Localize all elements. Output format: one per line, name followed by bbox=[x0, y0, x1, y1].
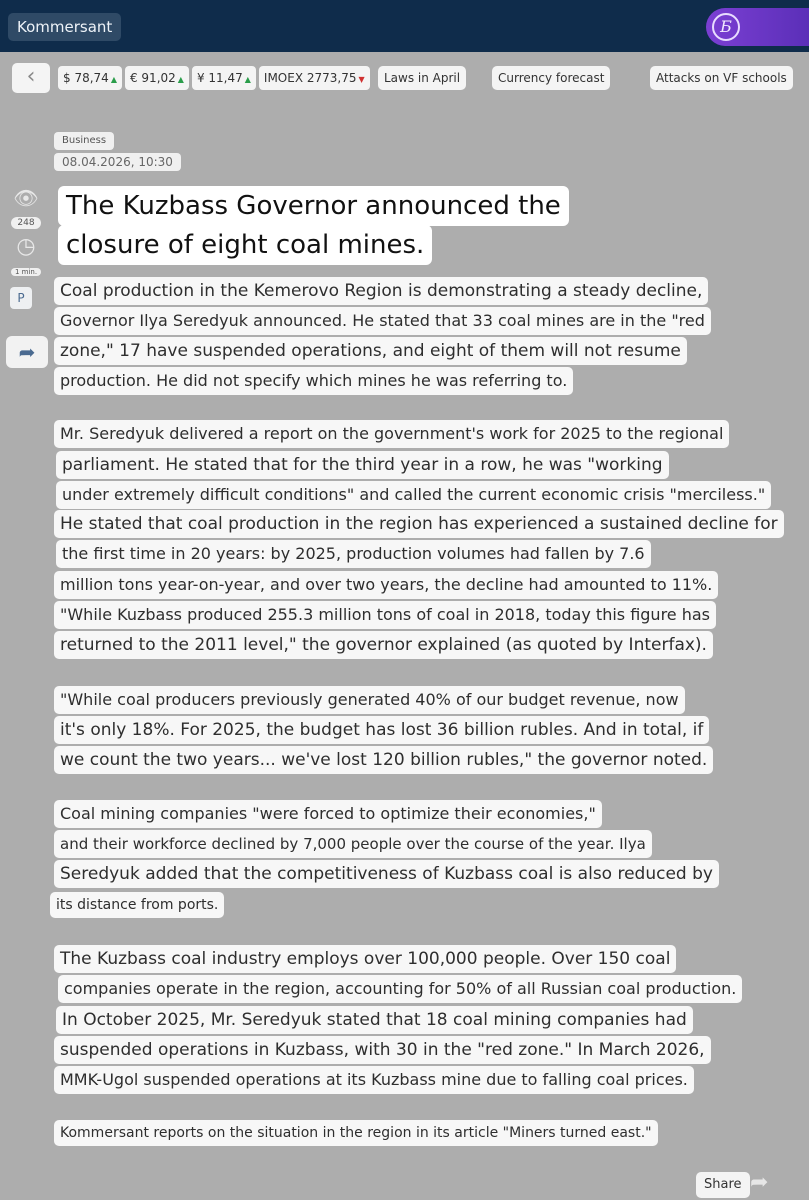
quick-link-attacks[interactable]: Attacks on VF schools bbox=[650, 66, 793, 90]
top-bar bbox=[0, 0, 809, 52]
paragraph-line: He stated that coal production in the region has experienced a sustained decline for bbox=[54, 510, 784, 538]
paragraph-line: and their workforce declined by 7,000 people over the course of the year. Ilya bbox=[54, 830, 652, 858]
eye-icon: 👁 bbox=[13, 186, 39, 210]
paragraph-line: suspended operations in Kuzbass, with 30 in the "red zone." In March 2026, bbox=[54, 1036, 711, 1064]
p-badge[interactable]: P bbox=[10, 287, 32, 309]
paragraph-line: we count the two years... we've lost 120 billion rubles," the governor noted. bbox=[54, 746, 713, 774]
paragraph-line: companies operate in the region, accounting for 50% of all Russian coal production. bbox=[58, 975, 742, 1003]
paragraph-line: Coal mining companies "were forced to optimize their economies," bbox=[54, 800, 602, 828]
paragraph-line: MMK-Ugol suspended operations at its Kuzbass mine due to falling coal prices. bbox=[54, 1066, 694, 1094]
paragraph-line: Mr. Seredyuk delivered a report on the government's work for 2025 to the regional bbox=[54, 420, 729, 448]
paragraph-line: production. He did not specify which mines he was referring to. bbox=[54, 367, 573, 395]
views-count: 248 bbox=[11, 217, 40, 229]
clock-icon: ◷ bbox=[16, 234, 36, 259]
paragraph-line: Coal production in the Kemerovo Region is demonstrating a steady decline, bbox=[54, 277, 708, 305]
paragraph-line: its distance from ports. bbox=[50, 892, 224, 918]
views-counter bbox=[0, 186, 52, 229]
read-time-label: 1 min. bbox=[11, 268, 41, 276]
paragraph-line: returned to the 2011 level," the governor explained (as quoted by Interfax). bbox=[54, 631, 713, 659]
article-title-line-1: The Kuzbass Governor announced the bbox=[58, 186, 569, 226]
rates-row bbox=[0, 62, 809, 94]
rate-cny[interactable]: ¥ 11,47 ▲ bbox=[192, 66, 256, 90]
paragraph-line: Governor Ilya Seredyuk announced. He stated that 33 coal mines are in the "red bbox=[54, 307, 711, 335]
paragraph-line: "While Kuzbass produced 255.3 million tons of coal in 2018, today this figure has bbox=[54, 601, 716, 629]
rate-usd[interactable]: $ 78,74 ▲ bbox=[58, 66, 122, 90]
trend-down-icon: ▼ bbox=[358, 75, 365, 84]
rate-imoex[interactable]: IMOEX 2773,75 ▼ bbox=[259, 66, 370, 90]
paragraph-line: Kommersant reports on the situation in the region in its article "Miners turned east." bbox=[54, 1120, 658, 1146]
trend-up-icon: ▲ bbox=[110, 75, 117, 84]
trend-up-icon: ▲ bbox=[177, 75, 184, 84]
share-arrow-icon[interactable]: ➦ bbox=[750, 1170, 769, 1195]
paragraph-line: Seredyuk added that the competitiveness of Kuzbass coal is also reduced by bbox=[54, 860, 719, 888]
brand-name[interactable]: Kommersant bbox=[8, 13, 121, 41]
paragraph-line: the first time in 20 years: by 2025, production volumes had fallen by 7.6 bbox=[56, 540, 651, 568]
article-title-line-2: closure of eight coal mines. bbox=[58, 225, 432, 265]
section-tag[interactable]: Business bbox=[54, 132, 114, 150]
paragraph-line: under extremely difficult conditions" and called the current economic crisis "merciless." bbox=[56, 481, 771, 509]
share-button[interactable]: Share bbox=[696, 1172, 750, 1198]
paragraph-line: The Kuzbass coal industry employs over 100,000 people. Over 150 coal bbox=[54, 945, 676, 973]
quick-link-currency[interactable]: Currency forecast bbox=[492, 66, 610, 90]
paragraph-line: million tons year-on-year, and over two years, the decline had amounted to 11%. bbox=[54, 571, 718, 599]
currency-rates bbox=[58, 66, 370, 90]
paragraph-line: it's only 18%. For 2025, the budget has lost 36 billion rubles. And in total, if bbox=[54, 716, 709, 744]
paragraph-line: parliament. He stated that for the third year in a row, he was "working bbox=[56, 451, 669, 479]
rate-eur[interactable]: € 91,02 ▲ bbox=[125, 66, 189, 90]
publish-date: 08.04.2026, 10:30 bbox=[54, 153, 181, 171]
read-time bbox=[0, 234, 52, 278]
trend-up-icon: ▲ bbox=[244, 75, 251, 84]
paragraph-line: zone," 17 have suspended operations, and eight of them will not resume bbox=[54, 337, 687, 365]
share-side-button[interactable] bbox=[6, 336, 48, 368]
quick-link-laws[interactable]: Laws in April bbox=[378, 66, 466, 90]
back-button[interactable] bbox=[12, 63, 50, 93]
share-arrow-icon: ➦ bbox=[18, 340, 36, 364]
logo-mark-icon: Б bbox=[712, 13, 740, 41]
paragraph-line: "While coal producers previously generated 40% of our budget revenue, now bbox=[54, 686, 685, 714]
paragraph-line: In October 2025, Mr. Seredyuk stated that 18 coal mining companies had bbox=[56, 1006, 693, 1034]
brand-logo[interactable] bbox=[706, 8, 809, 46]
chevron-left-icon: ‹ bbox=[26, 64, 36, 89]
